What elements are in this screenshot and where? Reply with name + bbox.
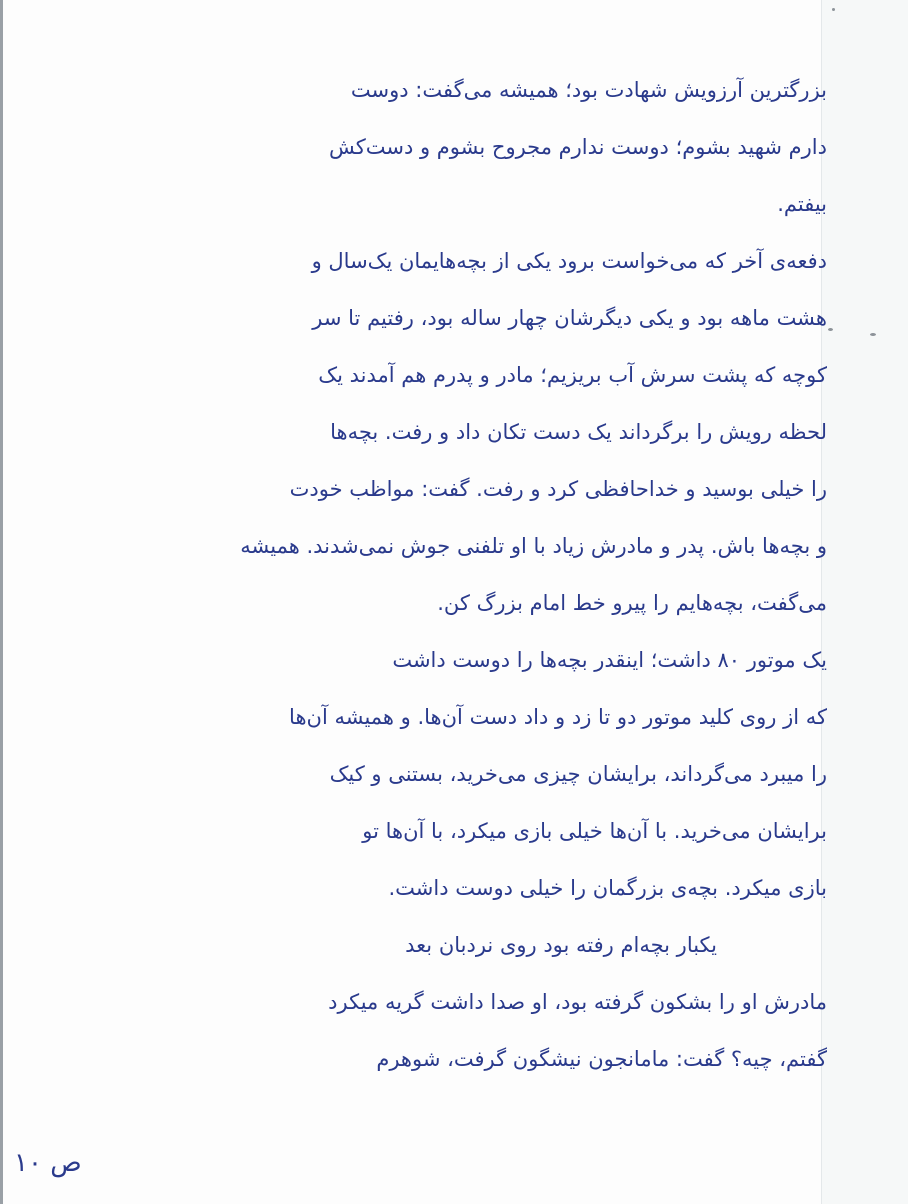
text-line: مادرش او را بشکون گرفته بود، او صدا داشت گریه میکرد: [328, 990, 827, 1014]
ink-speck: [832, 8, 835, 11]
text-line: لحظه رویش را برگرداند یک دست تکان داد و رفت. بچه‌ها: [330, 420, 827, 444]
text-line: بازی میکرد. بچه‌ی بزرگمان را خیلی دوست داشت.: [388, 876, 827, 900]
handwritten-text-body: [12, 62, 827, 1088]
page-margin-strip: [821, 0, 908, 1204]
ink-speck: [870, 333, 876, 336]
text-line: کوچه که پشت سرش آب بریزیم؛ مادر و پدرم هم آمدند یک: [318, 363, 827, 387]
page-number: ص ۱۰: [14, 1148, 82, 1178]
text-line: را خیلی بوسید و خداحافظی کرد و رفت. گفت: مواظب خودت: [289, 477, 827, 501]
text-line: که از روی کلید موتور دو تا زد و داد دست آن‌ها. و همیشه آن‌ها: [289, 705, 827, 729]
text-line: گفتم، چیه؟ گفت: مامانجون نیشگون گرفت، شوهرم: [376, 1047, 827, 1071]
text-line: و بچه‌ها باش. پدر و مادرش زیاد با او تلفنی جوش نمی‌شدند. همیشه: [240, 534, 827, 558]
text-line: یک موتور ۸۰ داشت؛ اینقدر بچه‌ها را دوست داشت: [392, 648, 827, 672]
text-line: را میبرد می‌گرداند، برایشان چیزی می‌خرید، بستنی و کیک: [329, 762, 827, 786]
text-line: بیفتم.: [777, 192, 827, 216]
text-line: برایشان می‌خرید. با آن‌ها خیلی بازی میکرد، با آن‌ها تو: [362, 819, 827, 843]
ink-speck: [828, 328, 833, 331]
text-line: بزرگترین آرزویش شهادت بود؛ همیشه می‌گفت: دوست: [350, 78, 827, 102]
text-line: می‌گفت، بچه‌هایم را پیرو خط امام بزرگ کن.: [437, 591, 827, 615]
paper-edge: [0, 0, 3, 1204]
text-line: دارم شهید بشوم؛ دوست ندارم مجروح بشوم و دست‌کش: [328, 135, 827, 159]
text-line: یکبار بچه‌ام رفته بود روی نردبان بعد: [405, 933, 717, 957]
text-line: هشت ماهه بود و یکی دیگرشان چهار ساله بود، رفتیم تا سر: [312, 306, 827, 330]
text-line: دفعه‌ی آخر که می‌خواست برود یکی از بچه‌هایمان یک‌سال و: [311, 249, 827, 273]
